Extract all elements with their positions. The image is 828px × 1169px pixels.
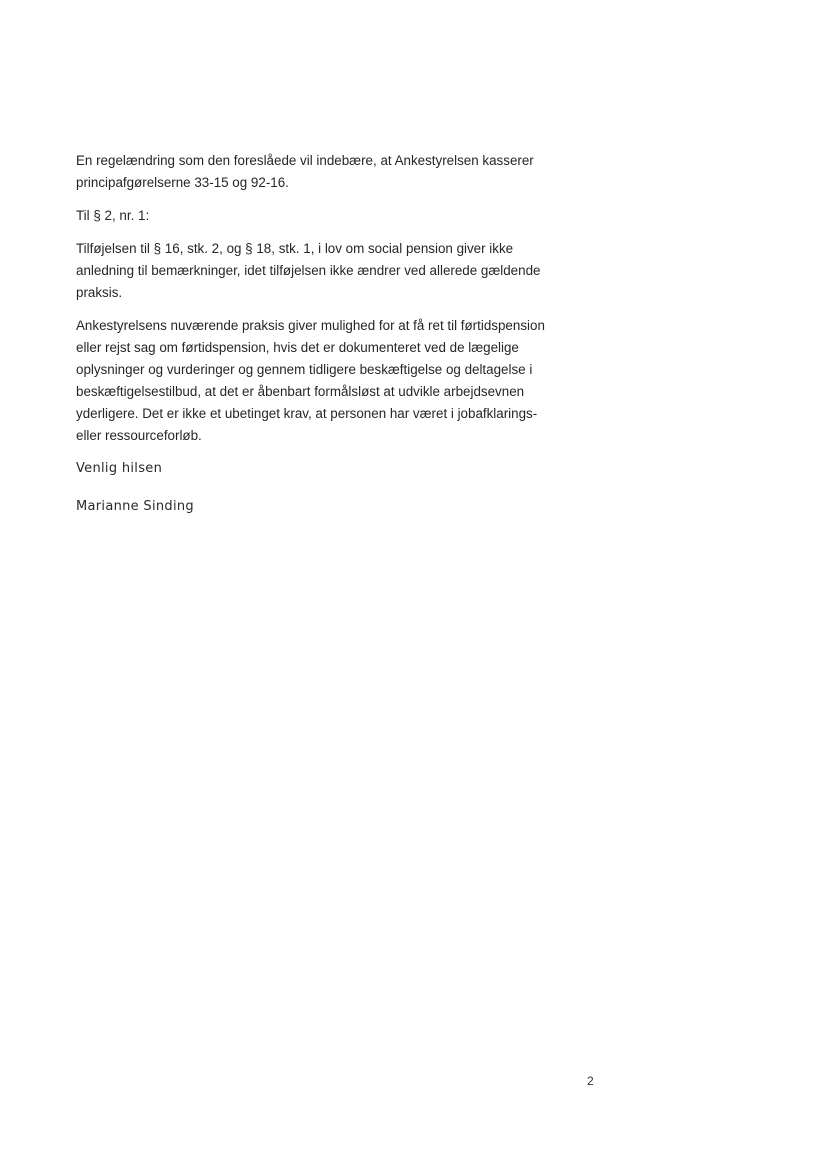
paragraph-amendment: [76, 238, 586, 304]
text-line: praksis.: [76, 285, 123, 300]
text-line: eller ressourceforløb.: [76, 428, 202, 443]
page-number: 2: [587, 1074, 594, 1088]
text-line: En regelændring som den foreslåede vil indebære, at Ankestyrelsen kasserer: [76, 153, 534, 168]
signature-name: Marianne Sinding: [76, 499, 194, 514]
text-line: anledning til bemærkninger, idet tilføjelsen ikke ændrer ved allerede gældende: [76, 263, 541, 278]
text-line: Ankestyrelsens nuværende praksis giver mulighed for at få ret til førtidspension: [76, 318, 545, 333]
text-line: yderligere. Det er ikke et ubetinget krav, at personen har været i jobafklarings-: [76, 406, 538, 421]
text-line: Tilføjelsen til § 16, stk. 2, og § 18, stk. 1, i lov om social pension giver ikke: [76, 241, 514, 256]
paragraph-current-practice: [76, 315, 586, 447]
letter-body: [76, 150, 586, 534]
text-line: oplysninger og vurderinger og gennem tidligere beskæftigelse og deltagelse i: [76, 362, 533, 377]
section-heading: [76, 205, 586, 227]
text-line: principafgørelserne 33-15 og 92-16.: [76, 175, 289, 190]
paragraph-rule-change: [76, 150, 586, 194]
closing-greeting: Venlig hilsen: [76, 461, 163, 476]
text-line: beskæftigelsestilbud, at det er åbenbart formålsløst at udvikle arbejdsevnen: [76, 384, 525, 399]
text-line: Til § 2, nr. 1:: [76, 208, 150, 223]
text-line: eller rejst sag om førtidspension, hvis det er dokumenteret ved de lægelige: [76, 340, 519, 355]
